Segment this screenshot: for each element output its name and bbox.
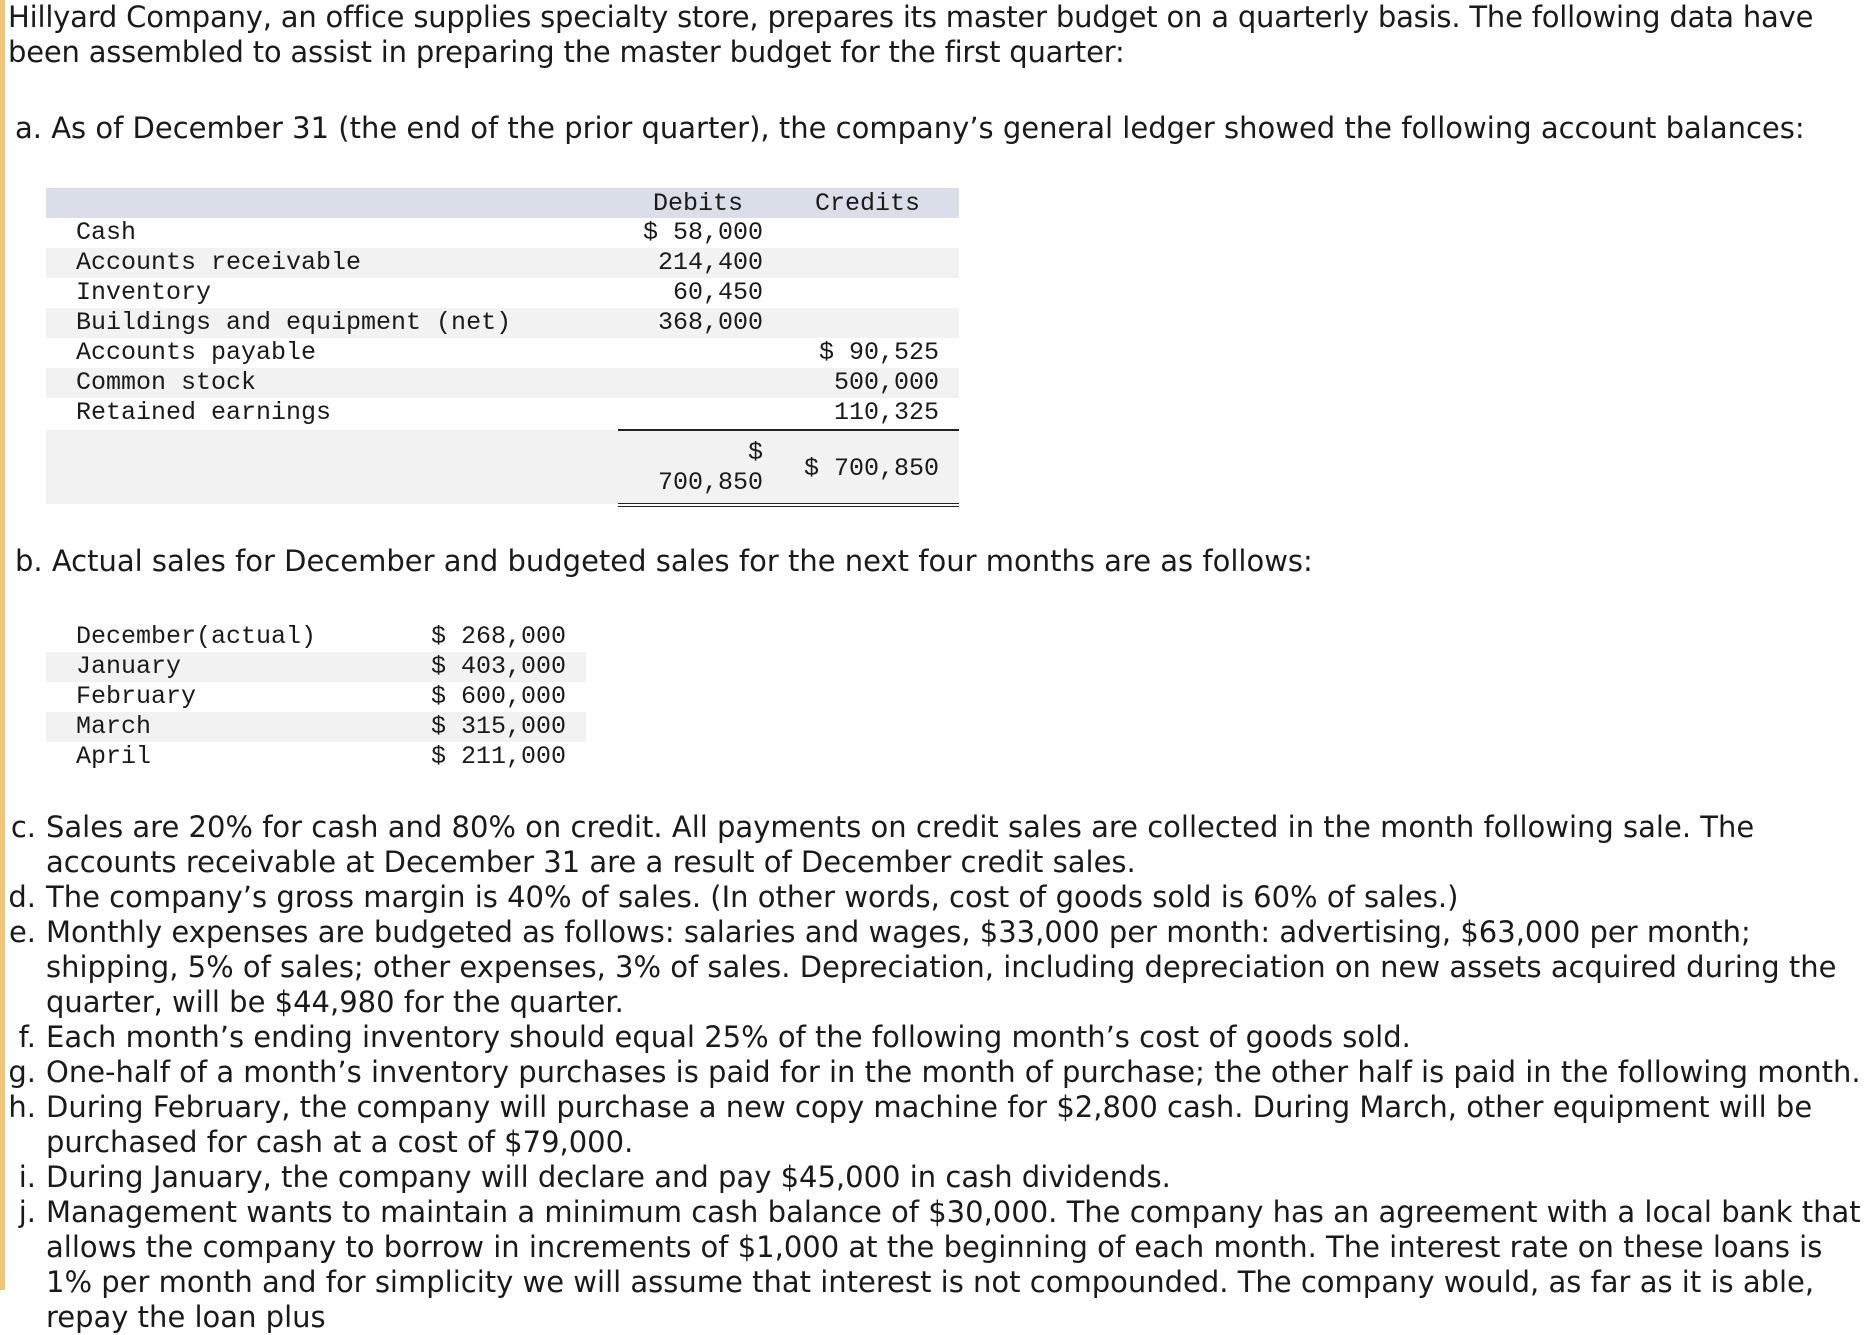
- total-debit-currency: $: [747, 438, 763, 467]
- month-label: March: [76, 712, 152, 741]
- sales-row: [46, 712, 586, 742]
- debit-amount: $ 58,000: [642, 218, 763, 247]
- list-item: [0, 1160, 1866, 1195]
- item-marker: g.: [8, 1055, 36, 1089]
- list-item: [0, 880, 1866, 915]
- month-label: April: [76, 742, 152, 771]
- item-marker: e.: [8, 915, 36, 949]
- item-text: Management wants to maintain a minimum cash balance of $30,000. The company has an agreement with a local bank that allows the company to borrow in increments of $1,000 at the beginning of each month. The interest rate on these loans is 1% per month and for simplicity we will assume that interest is not compounded. The company would, as far as it is able, repay the loan plus: [46, 1195, 1861, 1334]
- list-item: [0, 1090, 1866, 1160]
- credit-amount: $ 90,525: [818, 338, 939, 367]
- account-name: Accounts receivable: [76, 248, 362, 277]
- account-name: Common stock: [76, 368, 257, 397]
- ledger-row: [46, 248, 959, 278]
- total-double-rule-lower: [618, 506, 959, 507]
- account-name: Buildings and equipment (net): [76, 308, 512, 337]
- account-name: Retained earnings: [76, 398, 332, 427]
- debit-amount: 368,000: [657, 308, 763, 337]
- total-top-rule: [618, 429, 959, 431]
- month-label: January: [76, 652, 182, 681]
- account-name: Accounts payable: [76, 338, 317, 367]
- item-text: The company’s gross margin is 40% of sales. (In other words, cost of goods sold is 60% of sales.): [46, 880, 1459, 914]
- item-text: During January, the company will declare and pay $45,000 in cash dividends.: [46, 1160, 1171, 1194]
- sales-amount: $ 268,000: [430, 622, 566, 651]
- item-marker: f.: [18, 1020, 36, 1054]
- total-debit-amount: 700,850: [657, 468, 763, 497]
- sales-amount: $ 600,000: [430, 682, 566, 711]
- sales-amount: $ 315,000: [430, 712, 566, 741]
- ledger-row: [46, 278, 959, 308]
- item-text: During February, the company will purchase a new copy machine for $2,800 cash. During March, other equipment will be purchased for cash at a cost of $79,000.: [46, 1090, 1813, 1159]
- list-item: [0, 810, 1866, 880]
- list-item: [0, 1055, 1866, 1090]
- ledger-header-row: [46, 188, 959, 218]
- section-a-heading: a. As of December 31 (the end of the prior quarter), the company’s general ledger showed the following account balances:: [15, 111, 1805, 145]
- account-name: Inventory: [76, 278, 212, 307]
- sales-row: [46, 622, 586, 652]
- sales-row: [46, 652, 586, 682]
- item-marker: d.: [8, 880, 36, 914]
- item-text: One-half of a month’s inventory purchases is paid for in the month of purchase; the other half is paid in the following month.: [46, 1055, 1861, 1089]
- total-double-rule-upper: [618, 503, 959, 504]
- sales-amount: $ 211,000: [430, 742, 566, 771]
- debit-amount: 214,400: [657, 248, 763, 277]
- account-name: Cash: [76, 218, 137, 247]
- total-credit-amount: $ 700,850: [803, 454, 939, 483]
- credits-column-header: Credits: [815, 189, 921, 218]
- sales-amount: $ 403,000: [430, 652, 566, 681]
- month-label: February: [76, 682, 197, 711]
- item-text: Sales are 20% for cash and 80% on credit. All payments on credit sales are collected in the month following sale. The accounts receivable at December 31 are a result of December credit sales.: [46, 810, 1755, 879]
- item-text: Monthly expenses are budgeted as follows: salaries and wages, $33,000 per month: advertising, $63,000 per month; shipping, 5% of sales; other expenses, 3% of sales. Depreciation, including depreciation on new assets acquired during the quarter, will be $44,980 for the quarter.: [46, 915, 1837, 1019]
- ledger-row: [46, 218, 959, 248]
- ledger-row: [46, 338, 959, 368]
- sales-row: [46, 742, 586, 772]
- section-b-heading: b. Actual sales for December and budgeted sales for the next four months are as follows:: [15, 544, 1313, 578]
- credit-amount: 500,000: [833, 368, 939, 397]
- ledger-row: [46, 308, 959, 338]
- item-marker: h.: [8, 1090, 36, 1124]
- item-marker: i.: [18, 1160, 36, 1194]
- debit-amount: 60,450: [672, 278, 763, 307]
- ledger-row: [46, 398, 959, 428]
- credit-amount: 110,325: [833, 398, 939, 427]
- item-marker: j.: [18, 1195, 36, 1229]
- list-item: [0, 1020, 1866, 1055]
- intro-paragraph: Hillyard Company, an office supplies specialty store, prepares its master budget on a quarterly basis. The following data have been assembled to assist in preparing the master budget for the first quarter:: [8, 0, 1814, 69]
- item-marker: c.: [10, 810, 36, 844]
- list-item: [0, 915, 1866, 1020]
- ledger-row: [46, 368, 959, 398]
- month-label: December(actual): [76, 622, 317, 651]
- sales-row: [46, 682, 586, 712]
- item-text: Each month’s ending inventory should equal 25% of the following month’s cost of goods sold.: [46, 1020, 1411, 1054]
- list-item: [0, 1195, 1866, 1335]
- debits-column-header: Debits: [653, 189, 744, 218]
- budget-assumptions-list: [0, 810, 1876, 1335]
